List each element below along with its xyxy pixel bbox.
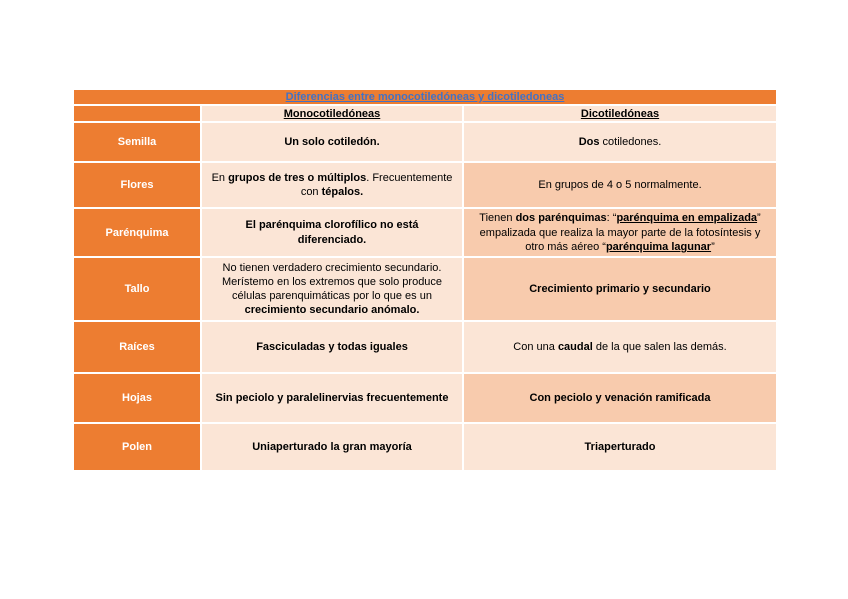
text-run: dos parénquimas [515,212,607,225]
text-run: Tienen [479,212,516,225]
text-run: Crecimiento primario y secundario [529,283,711,296]
text-run: Uniaperturado la gran mayoría [252,441,412,454]
row-label-raices: Raíces [73,321,201,373]
cell-semilla-mono [201,122,463,162]
corner-cell [73,105,201,122]
text-run: Dos [578,136,600,149]
cell-raices-mono [201,321,463,373]
row-label-polen: Polen [73,423,201,471]
row-hojas [73,373,777,423]
text-run: Con peciolo y venación ramificada [529,392,711,405]
text-run: Fasciculadas y todas iguales [256,341,408,354]
text-run: cotiledones. [599,136,662,149]
title-row [73,89,777,105]
cell-tallo-mono [201,257,463,321]
row-semilla [73,122,777,162]
text-run: parénquima lagunar [605,240,712,253]
text-run: de la que salen las demás. [592,341,727,354]
cell-hojas-mono [201,373,463,423]
text-run: crecimiento secundario anómalo. [244,304,420,317]
text-run: ” empalizada que realiza la mayor parte de la fotosíntesis y otro más aéreo “ [479,212,761,253]
table-title-text: Diferencias entre monocotiledóneas y dicotiledoneas [285,91,565,103]
text-run: ” [711,240,715,253]
cell-parenquima-mono [201,208,463,257]
column-header-row [73,105,777,122]
row-tallo [73,257,777,321]
column-header-mono-text: Monocotiledóneas [283,107,381,120]
column-header-dicotiledoneas [463,105,777,122]
cell-parenquima-dico [463,208,777,257]
text-run: Triaperturado [584,441,656,454]
cell-tallo-dico [463,257,777,321]
comparison-table [72,88,778,472]
column-header-dico-text: Dicotiledóneas [580,107,660,120]
cell-semilla-dico [463,122,777,162]
text-run: No tienen verdadero crecimiento secundario. Merístemo en los extremos que solo produce células parenquimáticas por lo que es un [221,261,443,303]
row-label-semilla: Semilla [73,122,201,162]
cell-hojas-dico [463,373,777,423]
text-run: Sin peciolo y paralelinervias frecuentemente [215,392,449,405]
cell-polen-mono [201,423,463,471]
row-label-hojas: Hojas [73,373,201,423]
cell-raices-dico [463,321,777,373]
table-title [73,89,777,105]
row-label-flores: Flores [73,162,201,208]
text-run: : “ [606,212,617,225]
column-header-monocotiledoneas [201,105,463,122]
cell-flores-mono [201,162,463,208]
text-run: Un solo cotiledón. [284,136,380,149]
row-raices [73,321,777,373]
text-run: parénquima en empalizada [616,212,758,225]
row-parenquima [73,208,777,257]
text-run: . Frecuentemente con [300,172,453,199]
row-flores [73,162,777,208]
text-run: caudal [557,341,593,354]
row-label-parenquima: Parénquima [73,208,201,257]
text-run: Con una [513,341,558,354]
text-run: En grupos de 4 o 5 normalmente. [538,179,702,192]
text-run: grupos de tres o múltiplos [228,172,367,184]
row-polen [73,423,777,471]
cell-polen-dico [463,423,777,471]
row-label-tallo: Tallo [73,257,201,321]
text-run: En [211,172,229,184]
text-run: tépalos. [321,186,364,199]
text-run: El parénquima clorofílico no está diferenciado. [245,219,419,246]
cell-flores-dico [463,162,777,208]
